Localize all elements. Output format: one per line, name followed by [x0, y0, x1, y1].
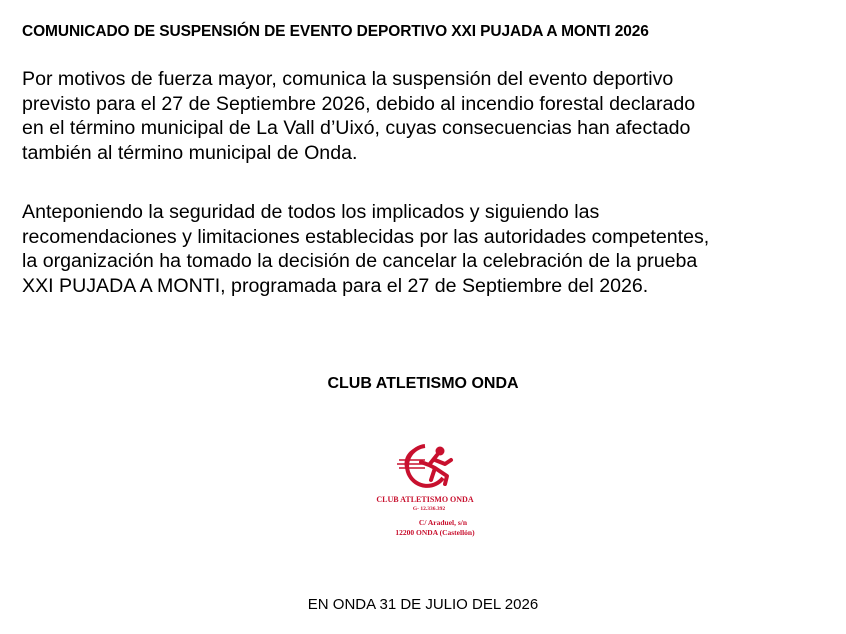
paragraph-decision	[22, 200, 837, 298]
paragraph-line: en el término municipal de La Vall d’Uixó, cuyas consecuencias han afectado	[22, 117, 691, 139]
paragraph-line: previsto para el 27 de Septiembre 2026, debido al incendio forestal declarado	[22, 92, 696, 115]
stamp-club-name: CLUB ATLETISMO ONDA	[376, 495, 474, 504]
paragraph-suspension	[22, 67, 837, 165]
paragraph-line: Anteponiendo la seguridad de todos los implicados y siguiendo las	[22, 201, 600, 223]
paragraph-line: también al término municipal de Onda.	[22, 141, 358, 164]
paragraph-line: recomendaciones y limitaciones establecidas por las autoridades competentes,	[22, 225, 710, 248]
paragraph-line: la organización ha tomado la decisión de cancelar la celebración de la prueba	[22, 250, 698, 272]
document-title: COMUNICADO DE SUSPENSIÓN DE EVENTO DEPORTIVO XXI PUJADA A MONTI 2026	[22, 23, 649, 40]
paragraph-line: Por motivos de fuerza mayor, comunica la suspensión del evento deportivo	[22, 68, 674, 90]
runner-logo-icon	[385, 440, 465, 495]
stamp-cif: G- 12.336.392	[412, 506, 446, 512]
signature-club-name: CLUB ATLETISMO ONDA	[327, 375, 519, 392]
club-stamp	[360, 440, 490, 550]
paragraph-line: XXI PUJADA A MONTI, programada para el 27 de Septiembre del 2026.	[22, 274, 649, 297]
place-and-date: EN ONDA 31 DE JULIO DEL 2026	[307, 596, 539, 613]
stamp-city: 12200 ONDA (Castellón)	[395, 528, 475, 537]
stamp-address: C/ Araduel, s/n	[418, 518, 468, 527]
